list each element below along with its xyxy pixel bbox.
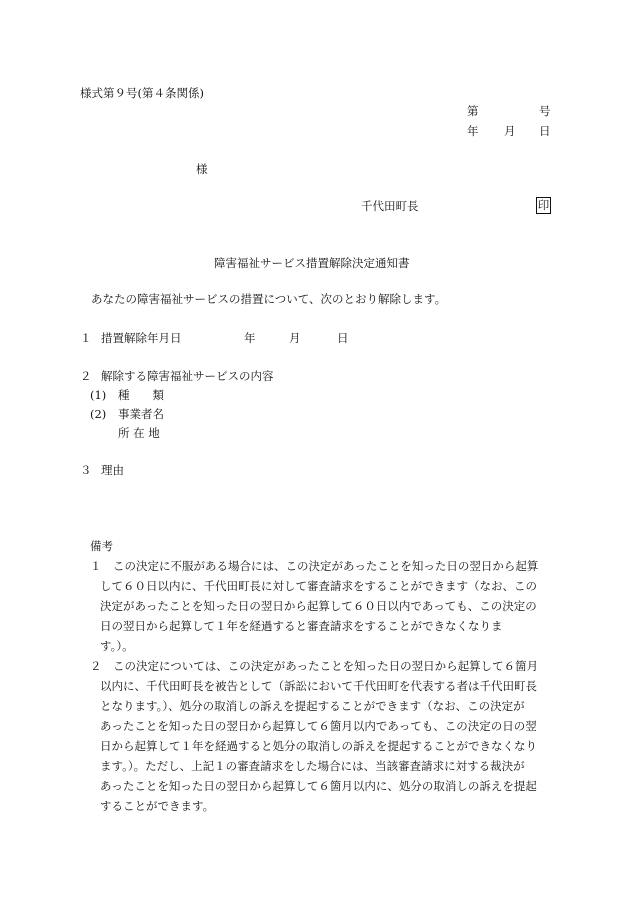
- item2-sub2-label: 事業者名: [118, 407, 164, 421]
- item1-month: 月: [289, 331, 301, 345]
- item2-sub1-number: (1): [90, 388, 107, 402]
- item2-label: 解除する障害福祉サービスの内容: [101, 369, 274, 383]
- item2-sub2b-label: 所 在 地: [118, 426, 160, 440]
- notes-line: １ この決定に不服がある場合には、この決定があったことを知った日の翌日から起算: [90, 559, 539, 573]
- notes-line: することができます。: [100, 799, 215, 813]
- item1-label: 措置解除年月日: [101, 331, 182, 345]
- date-month: 月: [504, 124, 516, 138]
- item1-year: 年: [244, 331, 256, 345]
- doc-number-go: 号: [539, 104, 551, 118]
- notes-line: 日の翌日から起算して１年を経過すると審査請求をすることができなくなりま: [100, 619, 503, 633]
- item2-number: ２: [80, 369, 92, 383]
- item3-label: 理由: [101, 463, 124, 477]
- notes-line: となります。）、処分の取消しの訴えを提起することができます（なお、この決定が: [100, 699, 525, 713]
- notes-line: ２ この決定については、この決定があったことを知った日の翌日から起算して６箇月: [90, 659, 539, 673]
- notes-line: ます。）。ただし、上記１の審査請求をした場合には、当該審査請求に対する裁決が: [100, 759, 525, 773]
- seal-icon: 印: [537, 198, 550, 212]
- addressee-suffix: 様: [196, 162, 208, 176]
- item2-sub1-label: 種 類: [118, 388, 164, 402]
- item1-number: １: [80, 331, 92, 345]
- form-label: 様式第９号(第４条関係): [80, 86, 204, 100]
- notes-line: 以内に、千代田町長を被告として（訴訟において千代田町を代表する者は千代田町長: [100, 679, 537, 693]
- seal-mark: [536, 197, 551, 214]
- intro-text: あなたの障害福祉サービスの措置について、次のとおり解除します。: [91, 292, 447, 306]
- notes-line: して６０日以内に、千代田町長に対して審査請求をすることができます（なお、この: [100, 579, 537, 593]
- date-year: 年: [467, 124, 479, 138]
- notes-line: あったことを知った日の翌日から起算して６箇月以内であっても、この決定の日の翌: [100, 719, 537, 733]
- notes-line: 決定があったことを知った日の翌日から起算して６０日以内であっても、この決定の: [100, 599, 537, 613]
- notes-heading: 備考: [90, 539, 113, 553]
- date-day: 日: [539, 124, 551, 138]
- item2-sub2-number: (2): [90, 407, 107, 421]
- notes-line: す。）。: [100, 639, 134, 653]
- item3-number: ３: [80, 463, 92, 477]
- item1-day: 日: [337, 331, 349, 345]
- notes-line: あったことを知った日の翌日から起算して６箇月以内に、処分の取消しの訴えを提起: [100, 779, 537, 793]
- issuer-name: 千代田町長: [361, 199, 419, 213]
- document-title: 障害福祉サービス措置解除決定通知書: [214, 256, 410, 270]
- doc-number-dai: 第: [467, 104, 479, 118]
- notes-line: 日から起算して１年を経過すると処分の取消しの訴えを提起することができなくなり: [100, 739, 537, 753]
